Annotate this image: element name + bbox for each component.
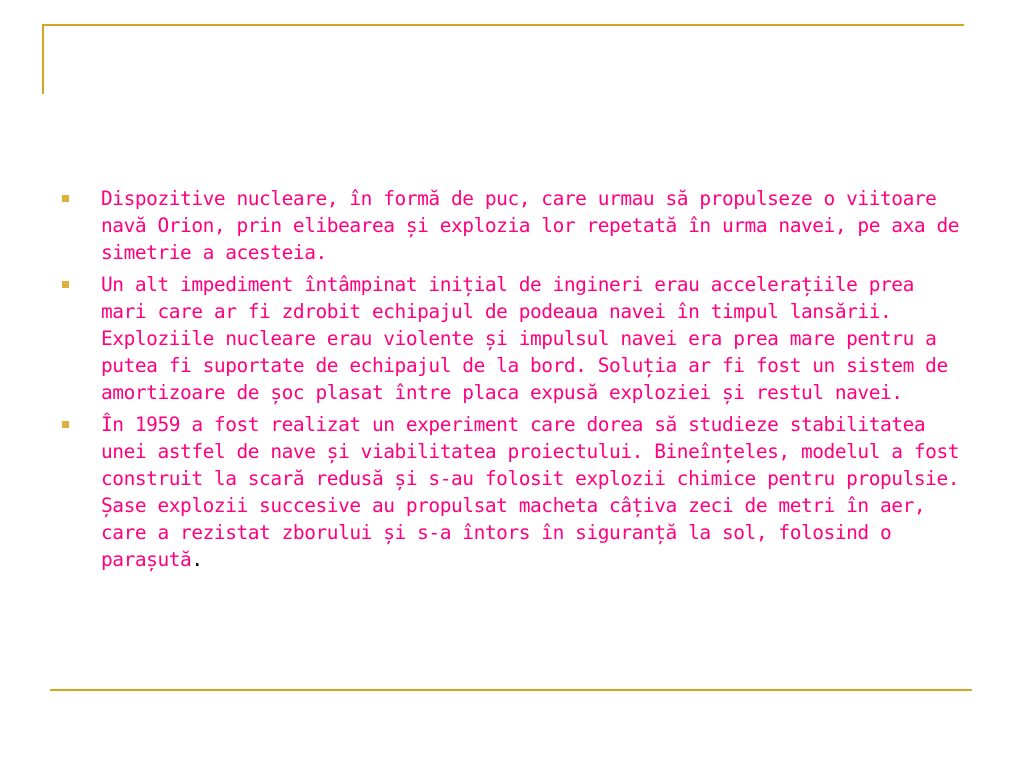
- bullet-list: [62, 185, 967, 578]
- bullet-text-trailing-period: .: [191, 548, 203, 571]
- square-bullet-icon: [62, 281, 69, 288]
- square-bullet-icon: [62, 421, 69, 428]
- bullet-text: În 1959 a fost realizat un experiment care dorea să studieze stabilitatea unei astfel de nave și viabilitatea proiectului. Bineînțeles, modelul a fost construit la scară redusă și s-au folosit explozii chimice pentru propulsie. Șase explozii succesive au propulsat macheta câțiva zeci de metri în aer, care a rezistat zborului și s-a întors în siguranță la sol, folosind o parașută: [101, 413, 960, 571]
- bullet-item: [62, 271, 967, 406]
- bullet-item: [62, 185, 967, 266]
- bullet-text: Un alt impediment întâmpinat inițial de ingineri erau accelerațiile prea mari care ar fi zdrobit echipajul de podeaua navei în timpul lansării. Exploziile nucleare erau violente și impulsul navei era prea mare pentru a putea fi suportate de echipajul de la bord. Soluția ar fi fost un sistem de amortizoare de șoc plasat între placa expusă exploziei și restul navei.: [101, 273, 948, 404]
- bottom-rule: [50, 689, 972, 691]
- corner-horizontal-rule: [42, 24, 964, 26]
- bullet-text: Dispozitive nucleare, în formă de puc, care urmau să propulseze o viitoare navă Orion, prin elibearea și explozia lor repetată în urma navei, pe axa de simetrie a acesteia.: [101, 187, 960, 264]
- corner-vertical-rule: [42, 24, 44, 94]
- square-bullet-icon: [62, 195, 69, 202]
- bullet-item: [62, 411, 967, 573]
